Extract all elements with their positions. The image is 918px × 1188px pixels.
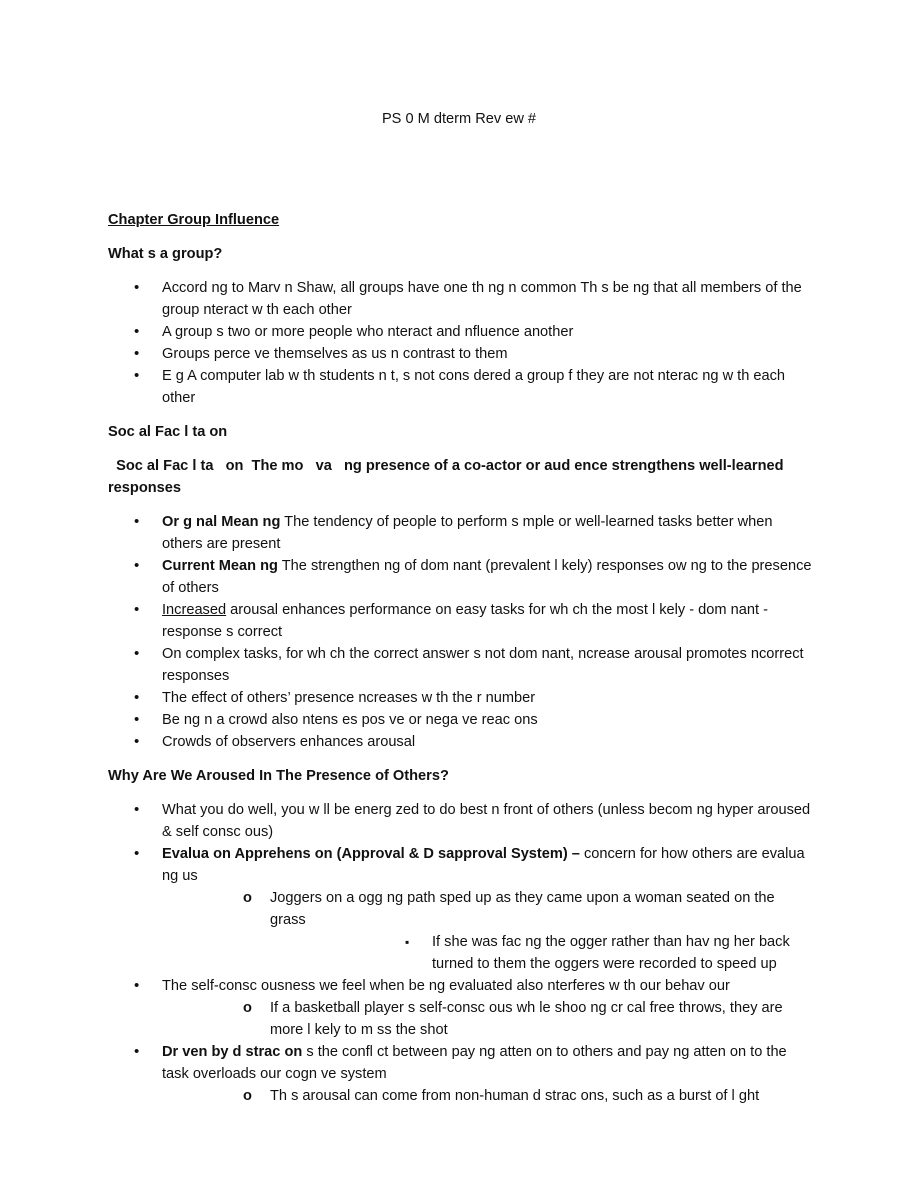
list-item: • A group s two or more people who nteract and nfluence another	[108, 321, 813, 343]
sub-sub-list	[270, 931, 813, 975]
term-text: arousal enhances performance on easy tasks for wh ch the most l kely - dom nant - response s correct	[162, 602, 768, 640]
list-item: • On complex tasks, for wh ch the correct answer s not dom nant, ncrease arousal promotes ncorrect responses	[108, 643, 813, 687]
list-item	[108, 1041, 813, 1107]
list-item: • E g A computer lab w th students n t, s not cons dered a group f they are not nterac ng w th each other	[108, 365, 813, 409]
list-item	[108, 511, 813, 555]
document-title: PS 0 M dterm Rev ew #	[381, 111, 537, 127]
sub-list-item: o If a basketball player s self-consc ous wh le shoo ng cr cal free throws, they are more l kely to m ss the shot	[162, 997, 813, 1041]
sub-list	[162, 1085, 813, 1107]
underlined-word: Increased	[162, 602, 227, 618]
list-item: • Crowds of observers enhances arousal	[108, 731, 813, 753]
list-item: • Groups perce ve themselves as us n contrast to them	[108, 343, 813, 365]
list-item: • Accord ng to Marv n Shaw, all groups have one th ng n common Th s be ng that all members of the group nteract w th each other	[108, 277, 813, 321]
group-bullet-list	[108, 277, 813, 409]
list-item: • What you do well, you w ll be energ zed to do best n front of others (unless becom ng hyper aroused & self consc ous)	[108, 799, 813, 843]
sub-list-item	[162, 887, 813, 975]
sub-list-item: o Th s arousal can come from non-human d strac ons, such as a burst of l ght	[162, 1085, 813, 1107]
list-item: • Be ng n a crowd also ntens es pos ve or nega ve reac ons	[108, 709, 813, 731]
term-label: Evalua on Apprehens on (Approval & D sapproval System) –	[162, 846, 580, 862]
list-item	[108, 599, 813, 643]
item-text: The self-consc ousness we feel when be ng evaluated also nterferes w th our behav our	[162, 978, 730, 994]
section-heading-social-facilitation: Soc al Fac l ta on	[108, 424, 228, 440]
term-text: The tendency of people to perform s mple or well-learned tasks better when others are present	[162, 514, 773, 552]
sub-sub-list-item: ▪ If she was fac ng the ogger rather than hav ng her back turned to them the oggers were recorded to speed up	[270, 931, 813, 975]
term-text: concern for how others are evalua ng us	[162, 846, 805, 884]
section-heading-aroused: Why Are We Aroused In The Presence of Others?	[108, 768, 449, 784]
list-item	[108, 975, 813, 1041]
sub-list	[162, 997, 813, 1041]
social-facilitation-definition: Soc al Fac l ta on The mo va ng presence of a co-actor or aud ence strengthens well-learned responses	[108, 458, 788, 496]
social-facilitation-bullet-list	[108, 511, 813, 753]
list-item: • The effect of others’ presence ncreases w th the r number	[108, 687, 813, 709]
chapter-heading: Chapter Group Influence	[108, 212, 280, 228]
section-heading-group: What s a group?	[108, 246, 223, 262]
list-item	[108, 555, 813, 599]
document-body	[108, 209, 813, 1119]
sub-item-text: Joggers on a ogg ng path sped up as they came upon a woman seated on the grass	[270, 890, 775, 928]
term-text: The strengthen ng of dom nant (prevalent l kely) responses ow ng to the presence of others	[162, 558, 812, 596]
term-label: Dr ven by d strac on	[162, 1044, 303, 1060]
term-text: s the confl ct between pay ng atten on to others and pay ng atten on to the task overloads our cogn ve system	[162, 1044, 787, 1082]
list-item	[108, 843, 813, 975]
aroused-bullet-list	[108, 799, 813, 1107]
term-label: Current Mean ng	[162, 558, 278, 574]
term-label: Or g nal Mean ng	[162, 514, 281, 530]
sub-list	[162, 887, 813, 975]
